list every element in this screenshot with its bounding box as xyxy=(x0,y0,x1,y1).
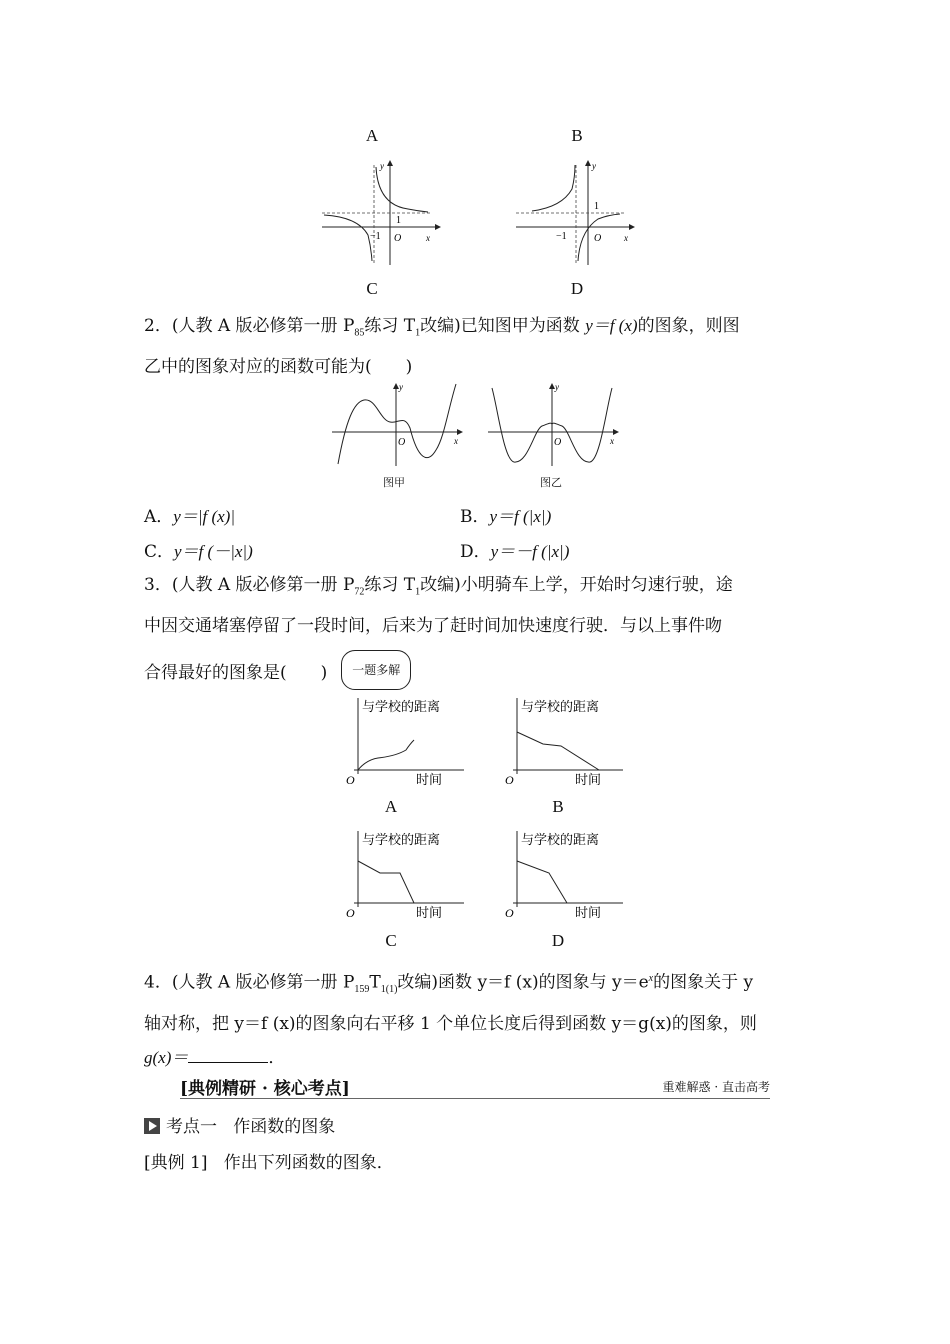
q2-caption-jia: 图甲 xyxy=(383,476,405,489)
kaodian-label: 考点一 xyxy=(166,1117,217,1137)
q2yi-x-label: x xyxy=(610,436,614,446)
q4-line2: 轴对称，把 y＝f (x)的图象向右平移 1 个单位长度后得到函数 y＝g(x)的图象，则 xyxy=(144,1014,757,1035)
q3-label-a: A xyxy=(384,797,398,816)
q2-question xyxy=(144,309,810,384)
play-triangle-icon xyxy=(144,1118,160,1134)
q2-t-sub: 1 xyxy=(415,327,421,339)
q1-label-c: C xyxy=(366,279,378,298)
example-text: 作出下列函数的图象． xyxy=(223,1153,394,1173)
q1-label-a: A xyxy=(365,126,379,145)
q3-graph-b xyxy=(499,694,629,788)
q2jia-origin: O xyxy=(398,437,406,448)
q2yi-origin: O xyxy=(554,437,562,448)
q2-text2: 乙中的图象对应的函数可能为( ) xyxy=(144,357,413,378)
q1-graph-d xyxy=(512,155,642,267)
q3-label-d: D xyxy=(551,931,565,950)
q1-label-d: D xyxy=(570,279,584,298)
q3c-ylabel: 与学校的距离 xyxy=(362,832,441,847)
q3-question xyxy=(144,568,810,643)
q4-page: 159 xyxy=(354,984,370,996)
q1-label-b: B xyxy=(571,126,583,145)
q2-option-b[interactable] xyxy=(460,502,551,527)
q3a-origin: O xyxy=(346,773,355,787)
q3c-origin: O xyxy=(346,906,355,920)
q2-option-a[interactable] xyxy=(144,502,235,527)
q3d-origin: O xyxy=(505,906,514,920)
q2-graph-yi xyxy=(484,380,624,468)
q4-source: (人教 A 版必修第一册 P xyxy=(171,972,355,993)
q3b-xlabel: 时间 xyxy=(575,772,602,787)
q4-number: 4． xyxy=(144,972,172,993)
q3-number: 3． xyxy=(144,575,172,595)
q4-exp: x xyxy=(648,973,654,984)
q2jia-y-label: y xyxy=(399,382,403,392)
q2-text1: 的图象，则图 xyxy=(637,316,740,336)
q4-source-tail: T xyxy=(369,972,381,993)
kaodian-title: 作函数的图象 xyxy=(233,1117,336,1137)
q2-page: 85 xyxy=(354,327,365,339)
q3-line3: 合得最好的图象是( ) xyxy=(144,663,328,683)
q3-t-sub: 1 xyxy=(415,586,421,598)
q3-line2: 中因交通堵塞停留了一段时间，后来为了赶时间加快速度行驶．与以上事件吻 xyxy=(144,616,722,637)
q3-line1: 改编)小明骑车上学，开始时匀速行驶，途 xyxy=(420,575,733,595)
q2-func: y＝f (x) xyxy=(585,316,638,335)
section-subtitle: 重难解惑 · 直击高考 xyxy=(662,1080,770,1094)
q3-label-b: B xyxy=(552,797,564,816)
q1d-y-label: y xyxy=(592,161,596,171)
q4-answer-blank[interactable] xyxy=(188,1048,268,1063)
q1c-one: 1 xyxy=(396,215,401,226)
example-1 xyxy=(144,1148,394,1173)
q2-option-d-key: D． xyxy=(460,542,491,562)
q4-line3-start: g(x)＝ xyxy=(144,1048,189,1068)
q4-t-sub: 1(1) xyxy=(380,984,398,996)
q2-option-a-key: A． xyxy=(144,507,174,527)
q3b-ylabel: 与学校的距离 xyxy=(521,699,600,714)
q2-graph-jia xyxy=(328,380,468,468)
q2-source: (人教 A 版必修第一册 P xyxy=(171,316,355,336)
q3-page: 72 xyxy=(354,586,365,598)
q2-option-c-key: C． xyxy=(144,542,175,562)
q3-graph-d xyxy=(499,827,629,921)
q2-source-end: 改编)已知图甲为函数 xyxy=(420,316,586,336)
q1c-neg-one: −1 xyxy=(370,231,381,242)
q3-label-c: C xyxy=(385,931,397,950)
q2-option-d[interactable] xyxy=(460,537,569,562)
q3d-ylabel: 与学校的距离 xyxy=(521,832,600,847)
q1c-x-label: x xyxy=(426,233,430,243)
section-header xyxy=(180,1074,770,1099)
q1-graph-c xyxy=(318,155,448,267)
q3-source-tail: 练习 T xyxy=(364,575,416,595)
q3d-xlabel: 时间 xyxy=(575,905,602,920)
q1c-origin: O xyxy=(394,233,402,244)
q3a-xlabel: 时间 xyxy=(416,772,443,787)
q2-option-d-value: y＝－f (|x|) xyxy=(490,542,570,561)
q2jia-x-label: x xyxy=(454,436,458,446)
q3b-origin: O xyxy=(505,773,514,787)
example-tag: [典例 1] xyxy=(144,1153,208,1173)
q3c-xlabel: 时间 xyxy=(416,905,443,920)
q1c-y-label: y xyxy=(380,161,384,171)
q3-source: (人教 A 版必修第一册 P xyxy=(171,575,355,595)
q2-option-c[interactable] xyxy=(144,537,253,562)
kaodian-heading xyxy=(144,1112,335,1137)
q4-line1-end: 的图象关于 y xyxy=(653,972,754,993)
q3-line3-row xyxy=(144,650,411,690)
q1d-x-label: x xyxy=(624,233,628,243)
q2-caption-yi: 图乙 xyxy=(540,476,562,489)
q4-line1: 改编)函数 y＝f (x)的图象与 y＝e xyxy=(397,972,649,993)
q4-line3-end: ． xyxy=(268,1048,286,1069)
q3-graph-a xyxy=(340,694,470,788)
q2yi-y-label: y xyxy=(555,382,559,392)
q1d-one: 1 xyxy=(594,201,599,212)
q3a-ylabel: 与学校的距离 xyxy=(362,699,441,714)
q1d-neg-one: −1 xyxy=(556,231,567,242)
section-title: [典例精研 · 核心考点] xyxy=(180,1079,350,1099)
q2-number: 2． xyxy=(144,316,172,336)
q2-option-b-value: y＝f (|x|) xyxy=(489,507,552,526)
q2-option-c-value: y＝f (－|x|) xyxy=(174,542,253,561)
q3-graph-c xyxy=(340,827,470,921)
q2-source-tail: 练习 T xyxy=(364,316,416,336)
q2-option-b-key: B． xyxy=(460,507,490,527)
q4-question xyxy=(144,962,810,1075)
q2-option-a-value: y＝|f (x)| xyxy=(173,507,236,526)
q3-badge: 一题多解 xyxy=(341,650,411,690)
q1d-origin: O xyxy=(594,233,602,244)
